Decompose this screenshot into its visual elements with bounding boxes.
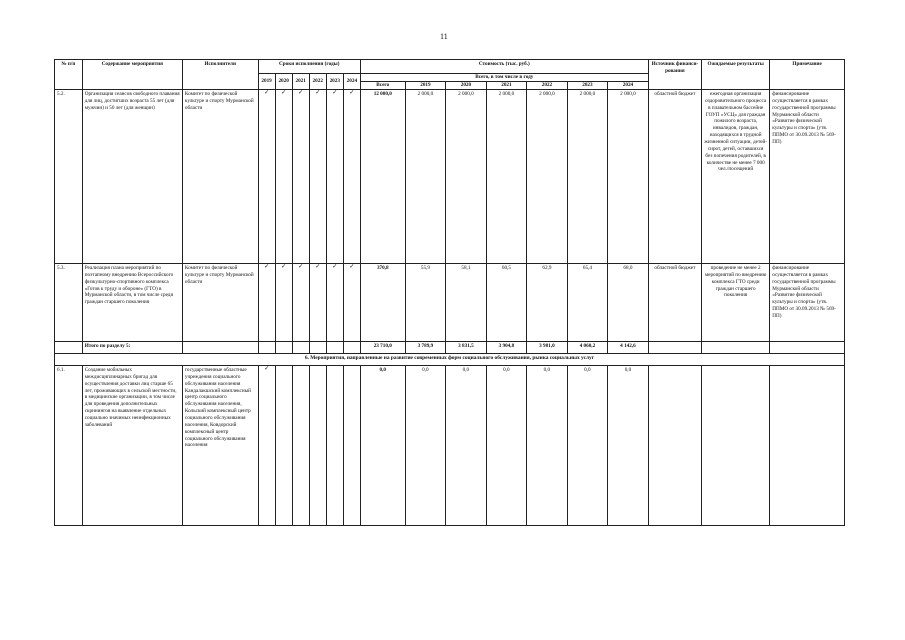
year-col: 2023 [326,74,343,90]
table-row [55,90,845,264]
header-num: № п/п [55,60,83,90]
cost-year: 68,0 [608,264,649,342]
check-mark: ✓ [258,366,275,526]
check-mark: ✓ [292,90,309,264]
cost-col: 2022 [527,82,568,90]
cost-year: 2 000,0 [446,90,487,264]
cost-year: 60,5 [486,264,527,342]
cost-year: 0,0 [527,366,568,526]
cost-year: 2 000,0 [527,90,568,264]
total-cost-year: 4 060,2 [567,342,608,354]
cost-total: 0,0 [360,366,405,526]
total-cost: 23 710,0 [360,342,405,354]
check-mark: ✓ [326,264,343,342]
total-cost-year: 3 904,8 [486,342,527,354]
cost-col: Всего [360,82,405,90]
check-mark: ✓ [343,264,360,342]
row-note: финансирование осуществляется в рамках государственной программы Мурманской области «Развитие физической культуры и спорта» (утв. ППМО от 30.09.2013 № 569-ПП) [770,264,845,342]
cost-total: 12 000,0 [360,90,405,264]
total-cost-year: 4 142,6 [608,342,649,354]
year-col: 2020 [275,74,292,90]
row-source: областной бюджет [648,264,701,342]
total-cost-year: 3 981,0 [527,342,568,354]
header-executors: Исполнители [182,60,258,90]
row-num: 6.1. [55,366,83,526]
cost-year: 0,0 [446,366,487,526]
total-label: Итого по разделу 5: [82,342,182,354]
total-cost-year: 3 831,5 [446,342,487,354]
check-mark: ✓ [343,90,360,264]
table-row [55,366,845,526]
year-col: 2024 [343,74,360,90]
cost-year: 0,0 [405,366,446,526]
row-executors: государственные областные учреждения социального обслуживания населения Кандалакшский комплексный центр социального обслуживания населения, Кольский комплексный центр социального обслуживания населения, Ковдорский комплексный центр социального обслуживания населения [182,366,258,526]
row-content: Создание мобильных междисциплинарных бригад для осуществления доставки лиц старше 65 лет, проживающих в сельской местности, в медицинские организации, в том числе для проведения дополнительных скринингов на выявление отдельных социально значимых неинфекционных заболеваний [82,366,182,526]
check-mark: ✓ [309,264,326,342]
year-col: 2022 [309,74,326,90]
cost-col: 2020 [446,82,487,90]
header-source: Источник финанси-рования [648,60,701,90]
check-mark: ✓ [292,264,309,342]
row-results: ежегодная организация оздоровительного процесса в плавательном бассейне ГОУП «УСЦ» для граждан пожилого возраста, инвалидов, граждан, находящихся в трудной жизненной ситуации, детей-сирот, детей, оставшихся без попечения родителей, в количестве не менее 7 000 чел./посещений [702,90,770,264]
check-mark: ✓ [258,90,275,264]
cost-col: 2021 [486,82,527,90]
total-cost-year: 3 789,9 [405,342,446,354]
header-note: Примечание [770,60,845,90]
row-source: областной бюджет [648,90,701,264]
check-mark: ✓ [309,90,326,264]
cost-col: 2023 [567,82,608,90]
cost-year: 65,4 [567,264,608,342]
row-executors: Комитет по физической культуре и спорту Мурманской области [182,90,258,264]
row-content: Организация сеансов свободного плавания для лиц, достигших возраста 55 лет (для мужчин) и 50 лет (для женщин) [82,90,182,264]
cost-year: 58,1 [446,264,487,342]
cost-col: 2019 [405,82,446,90]
cost-year: 2 000,0 [486,90,527,264]
check-mark: ✓ [326,90,343,264]
check-mark: ✓ [275,90,292,264]
row-note: финансирование осуществляется в рамках государственной программы Мурманской области «Развитие физической культуры и спорта» (утв. ППМО от 30.09.2013 № 569-ПП) [770,90,845,264]
section-6-title: 6. Мероприятия, направленные на развитие современных форм социального обслуживания, рынка социальных услуг [55,354,845,366]
table-row [55,264,845,342]
year-col: 2019 [258,74,275,90]
row-results: проведение не менее 2 мероприятий по внедрению комплекса ГТО среди граждан старшего поколения [702,264,770,342]
header-cost-sub: Всего, в том числе в году [360,74,648,82]
cost-year: 0,0 [486,366,527,526]
cost-col: 2024 [608,82,649,90]
year-col: 2021 [292,74,309,90]
row-content: Реализация плана мероприятий по поэтапному внедрению Всероссийского физкультурно-спортивного комплекса «Готов к труду и обороне» (ГТО) в Мурманской области, в том числе среди граждан старшего поколения [82,264,182,342]
measures-table [54,59,845,526]
check-mark: ✓ [258,264,275,342]
cost-year: 2 000,0 [567,90,608,264]
header-results: Ожидаемые результаты [702,60,770,90]
cost-year: 0,0 [608,366,649,526]
cost-year: 0,0 [567,366,608,526]
header-deadlines: Сроки исполнения (годы) [258,60,360,74]
cost-year: 62,9 [527,264,568,342]
page-number: 11 [440,32,448,41]
row-executors: Комитет по физической культуре и спорту Мурманской области [182,264,258,342]
cost-total: 370,8 [360,264,405,342]
check-mark: ✓ [275,264,292,342]
row-num: 5.2. [55,90,83,264]
cost-year: 55,9 [405,264,446,342]
header-cost: Стоимость (тыс. руб.) [360,60,648,74]
row-num: 5.3. [55,264,83,342]
total-row [55,342,845,354]
cost-year: 2 000,0 [608,90,649,264]
cost-year: 2 000,0 [405,90,446,264]
header-content: Содержание мероприятия [82,60,182,90]
